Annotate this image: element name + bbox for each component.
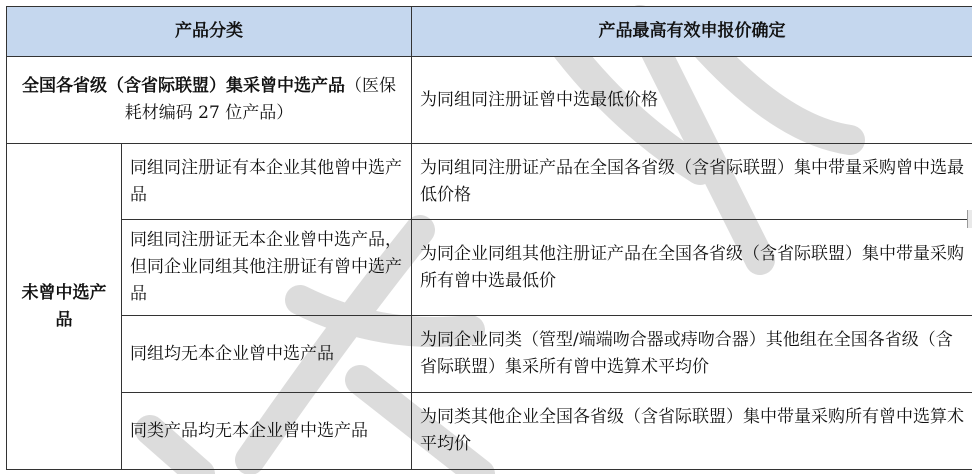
table-row: [7, 316, 972, 393]
category-cell: 同组均无本企业曾中选产品: [122, 316, 412, 393]
table-row: [7, 144, 972, 220]
category-cell: 同类产品均无本企业曾中选产品: [122, 393, 412, 470]
price-basis-cell: 为同组同注册证曾中选最低价格: [412, 57, 972, 144]
price-basis-cell: 为同组同注册证产品在全国各省级（含省际联盟）集中带量采购曾中选最低价格: [412, 144, 972, 220]
category-cell-selected: [7, 57, 412, 144]
price-basis-cell: 为同企业同组其他注册证产品在全国各省级（含省际联盟）集中带量采购所有曾中选最低价: [412, 220, 972, 316]
table-header-row: [7, 7, 972, 57]
header-product-category: 产品分类: [7, 7, 412, 57]
price-determination-table: [6, 6, 972, 470]
header-price-basis: 产品最高有效申报价确定: [412, 7, 972, 57]
table-row: [7, 393, 972, 470]
category-note-text: （医保耗材编码 27 位产品）: [124, 76, 396, 123]
category-bold-text: 全国各省级（含省际联盟）集采曾中选产品: [22, 76, 345, 96]
table-row: [7, 57, 972, 144]
price-basis-cell: 为同企业同类（管型/端端吻合器或痔吻合器）其他组在全国各省级（含省际联盟）集采所有曾中选算术平均价: [412, 316, 972, 393]
category-cell: 同组同注册证有本企业其他曾中选产品: [122, 144, 412, 220]
scroll-edge-handle[interactable]: [967, 210, 972, 228]
group-label-unselected: 未曾中选产品: [7, 144, 122, 470]
category-cell: 同组同注册证无本企业曾中选产品，但同企业同组其他注册证有曾中选产品: [122, 220, 412, 316]
price-basis-cell: 为同类其他企业全国各省级（含省际联盟）集中带量采购所有曾中选算术平均价: [412, 393, 972, 470]
table-row: [7, 220, 972, 316]
